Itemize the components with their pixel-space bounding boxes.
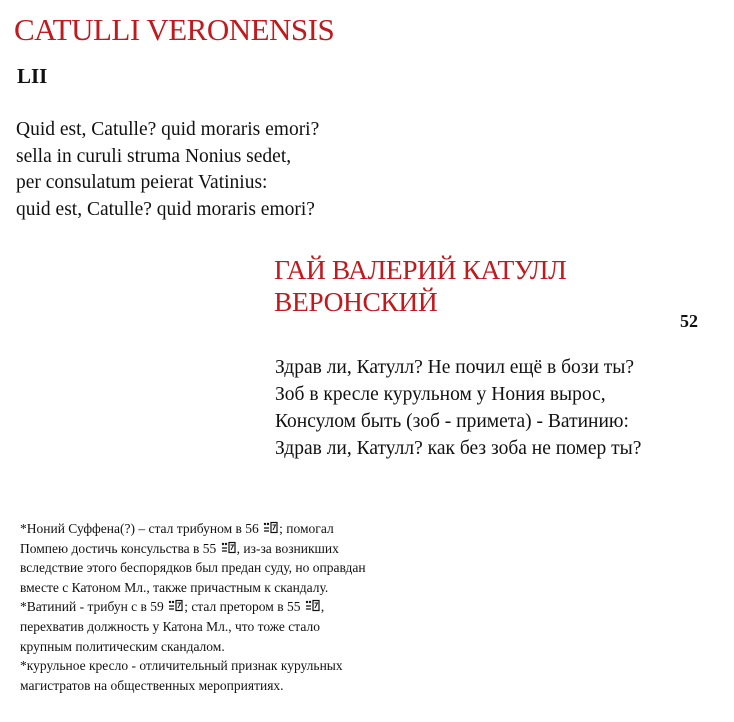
russian-poem-number: 52	[680, 311, 698, 331]
latin-poem	[16, 117, 319, 223]
footnote-text: , из-за возникших	[236, 540, 339, 556]
footnote-line: магистратов на общественных мероприятиях.	[20, 677, 284, 693]
latin-poem-line: sella in curuli struma Nonius sedet,	[16, 145, 292, 167]
footnote-line	[20, 597, 366, 617]
latin-poem-line: quid est, Catulle? quid moraris emori?	[16, 198, 315, 220]
footnote-text: ; стал претором в 55	[184, 599, 301, 615]
footnote-line: вместе с Катоном Мл., также причастным к скандалу.	[20, 579, 329, 595]
era-marker-icon	[221, 541, 236, 554]
russian-poem-line: Здрав ли, Катулл? Не почил ещё в бози ты?	[275, 357, 635, 378]
russian-poem	[275, 354, 641, 462]
footnote-line	[20, 539, 366, 559]
era-marker-icon	[168, 599, 183, 612]
footnote-text: *Ватиний - трибун с в 59	[20, 599, 164, 615]
era-marker-icon	[263, 521, 278, 534]
footnote-text: Помпею достичь консульства в 55	[20, 540, 217, 556]
russian-title	[274, 254, 566, 318]
russian-poem-line: Консулом быть (зоб - примета) - Ватинию:	[275, 411, 629, 432]
latin-title: CATULLI VERONENSIS	[14, 12, 335, 47]
russian-title-line: ГАЙ ВАЛЕРИЙ КАТУЛЛ	[274, 254, 567, 285]
footnote-text: ; помогал	[279, 521, 334, 536]
latin-poem-line: Quid est, Catulle? quid moraris emori?	[16, 119, 320, 140]
footnote-line: перехватив должность у Катона Мл., что тоже стало	[20, 618, 320, 634]
latin-poem-number: LII	[17, 64, 48, 88]
russian-title-line: ВЕРОНСКИЙ	[274, 286, 438, 317]
footnote-text: ,	[320, 599, 325, 615]
footnote-line: вследствие этого беспорядков был предан суду, но оправдан	[20, 560, 366, 576]
footnote-line	[20, 519, 366, 539]
latin-poem-line: per consulatum peierat Vatinius:	[16, 172, 268, 193]
era-marker-icon	[305, 599, 320, 612]
footnote-line: крупным политическим скандалом.	[20, 638, 225, 654]
russian-poem-line: Здрав ли, Катулл? как без зоба не помер ты?	[275, 438, 642, 459]
russian-poem-line: Зоб в кресле курульном у Нония вырос,	[275, 384, 606, 405]
footnotes	[20, 519, 366, 695]
footnote-line: *курульное кресло - отличительный признак курульных	[20, 658, 343, 674]
footnote-text: *Ноний Суффена(?) – стал трибуном в 56	[20, 521, 259, 536]
